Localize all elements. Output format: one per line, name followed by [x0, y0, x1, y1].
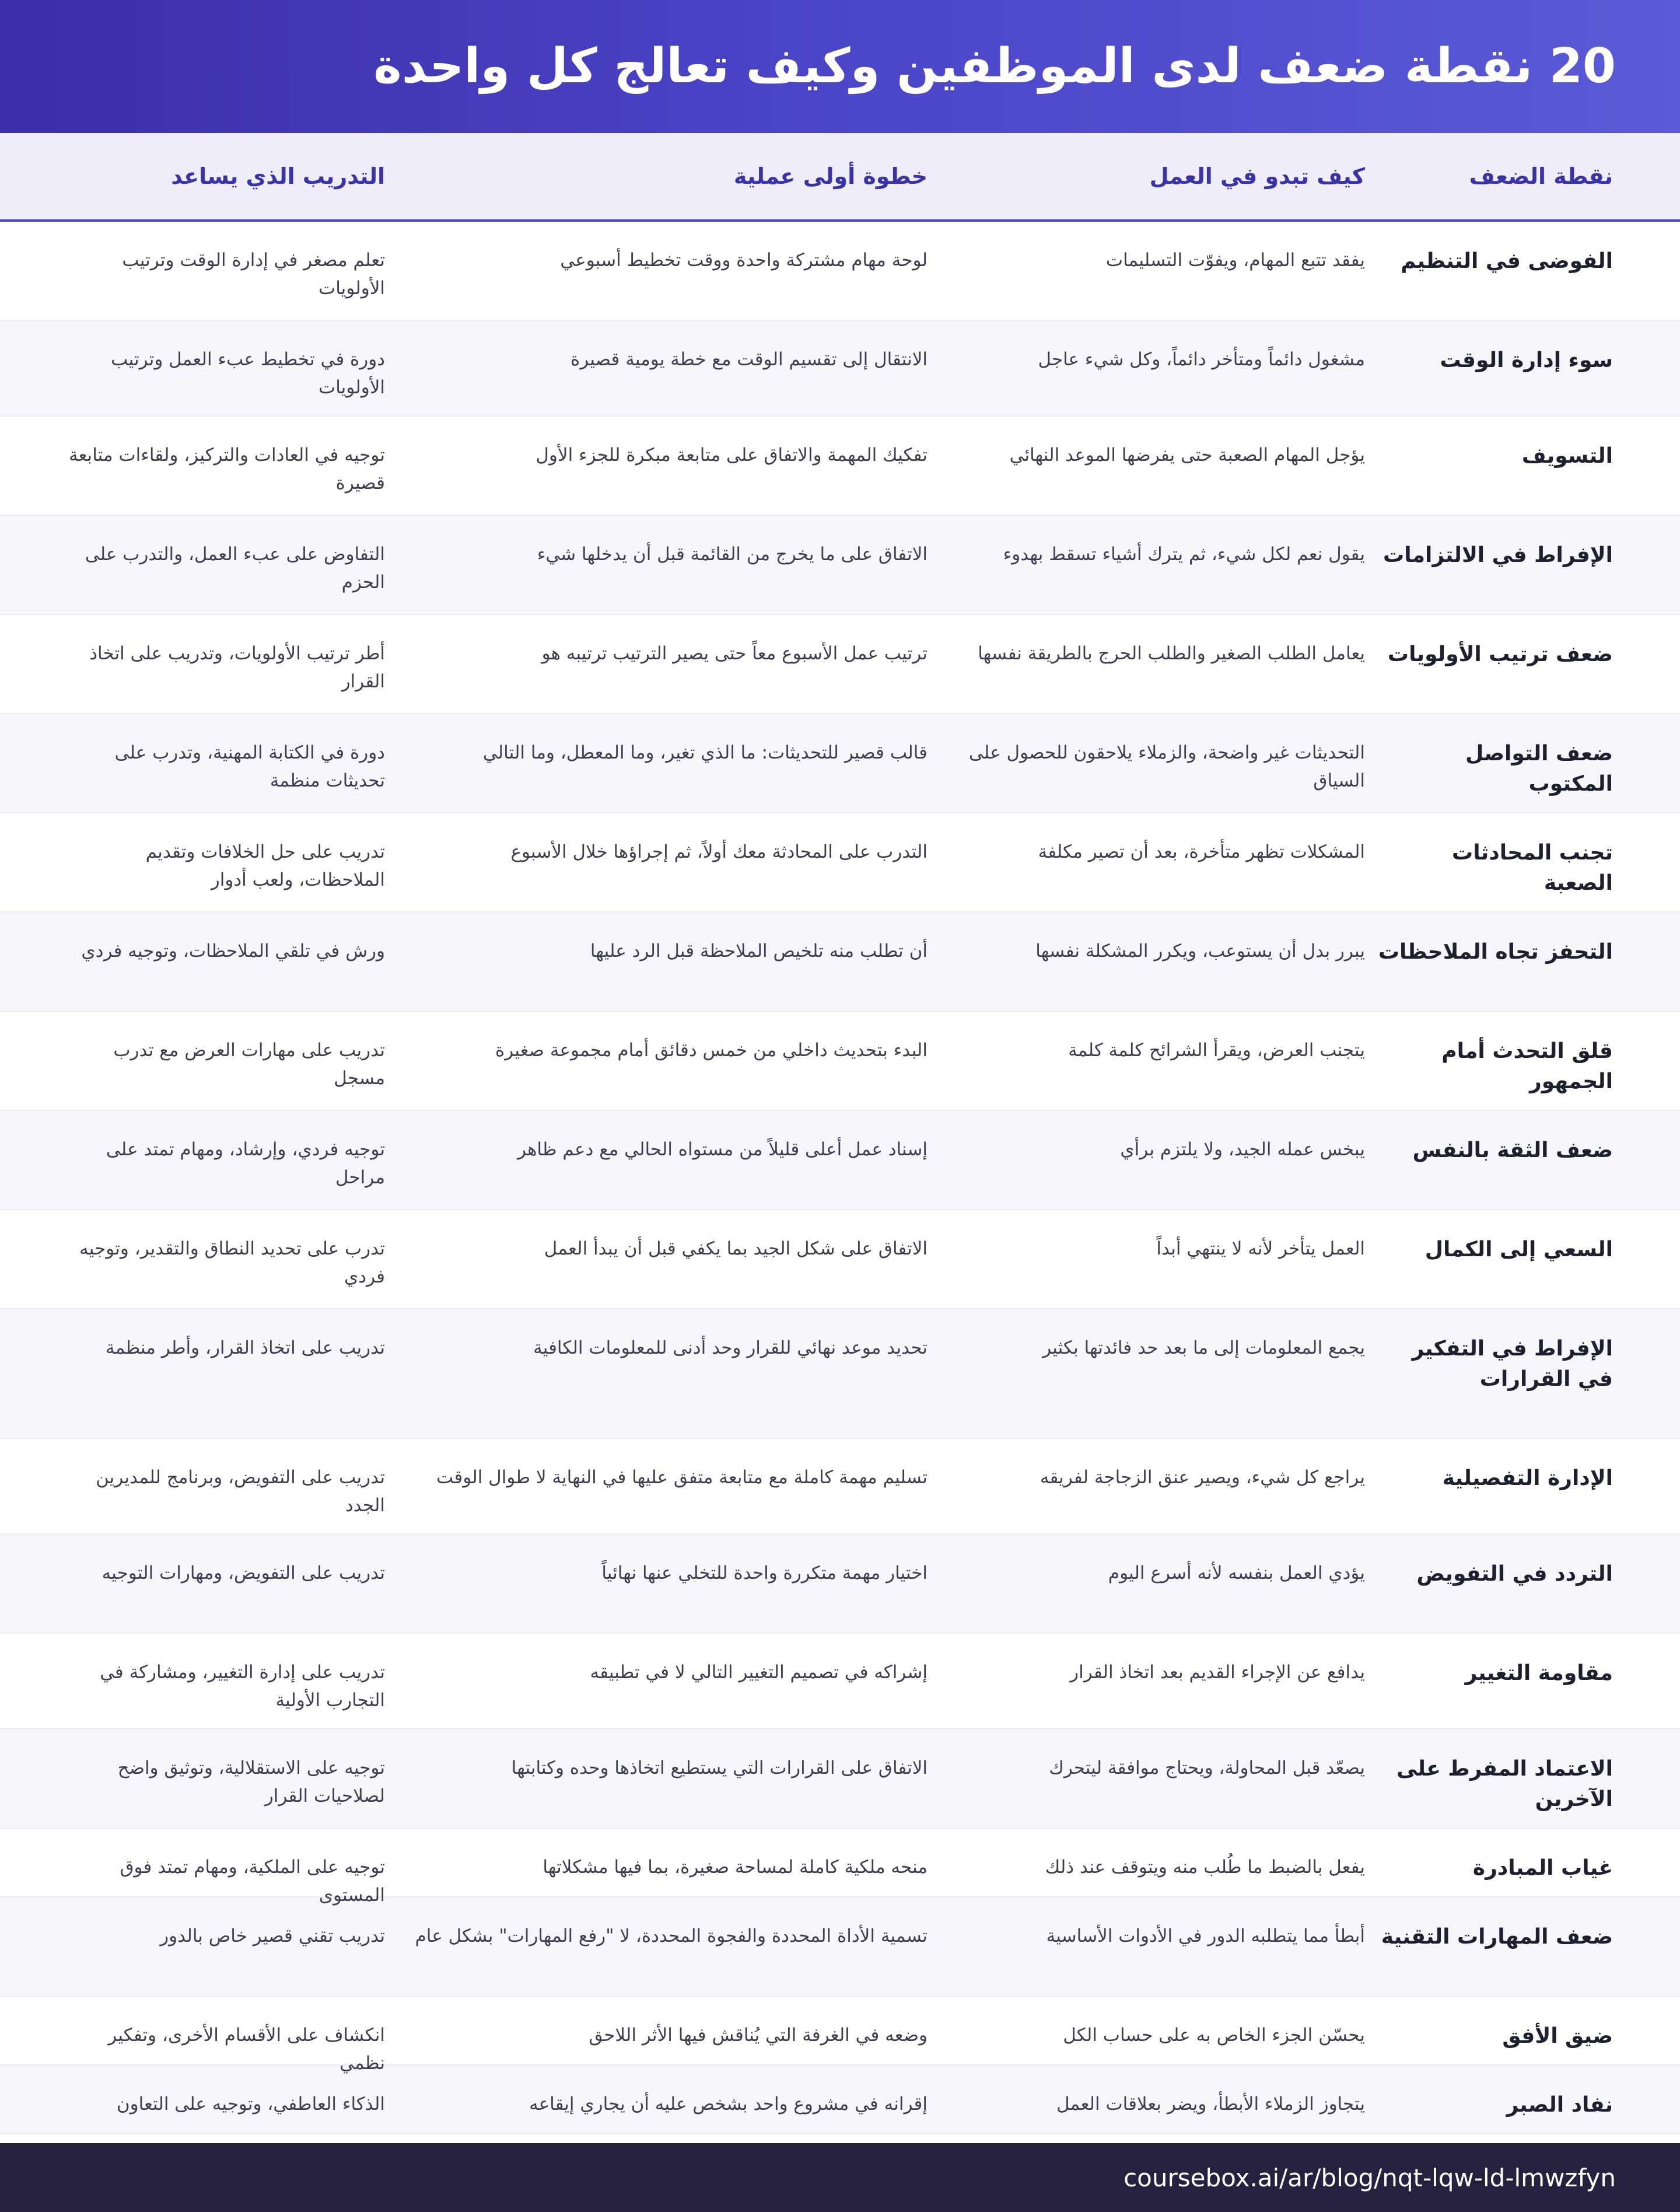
page-footer — [0, 2143, 1680, 2212]
row-training: تعلم مصغر في إدارة الوقت وترتيب الأولويات — [122, 250, 385, 299]
row-appearance: يؤدي العمل بنفسه لأنه أسرع اليوم — [1108, 1563, 1365, 1584]
row-appearance: يحسّن الجزء الخاص به على حساب الكل — [1063, 2025, 1365, 2046]
row-weakness: ضعف المهارات التقنية — [1381, 1925, 1613, 1949]
table-header — [0, 133, 1680, 222]
row-training: توجيه في العادات والتركيز، ولقاءات متابعة قصيرة — [68, 445, 385, 494]
row-appearance: يجمع المعلومات إلى ما بعد حد فائدتها بكثير — [1042, 1337, 1365, 1358]
table-row — [0, 1634, 1680, 1729]
table-row — [0, 1012, 1680, 1111]
row-first-step: الاتفاق على القرارات التي يستطيع اتخاذها وحده وكتابتها — [511, 1757, 928, 1778]
table-row — [0, 1439, 1680, 1535]
table-row — [0, 1829, 1680, 1906]
row-weakness: التسويف — [1521, 444, 1613, 468]
table-row — [0, 516, 1680, 615]
row-appearance: يتجاوز الزملاء الأبطأ، ويضر بعلاقات العمل — [1056, 2094, 1365, 2115]
column-header-weakness: نقطة الضعف — [1469, 163, 1613, 189]
row-first-step: قالب قصير للتحديثات: ما الذي تغير، وما المعطل، وما التالي — [482, 742, 928, 763]
row-weakness: السعي إلى الكمال — [1424, 1238, 1613, 1261]
row-training: تدريب على حل الخلافات وتقديم الملاحظات، ولعب أدوار — [145, 841, 385, 891]
page-title: 20 نقطة ضعف لدى الموظفين وكيف تعالج كل واحدة — [373, 38, 1616, 94]
row-first-step: لوحة مهام مشتركة واحدة ووقت تخطيط أسبوعي — [560, 250, 928, 271]
row-appearance: يعامل الطلب الصغير والطلب الحرج بالطريقة نفسها — [978, 643, 1365, 664]
row-training: تدريب على التفويض، ومهارات التوجيه — [102, 1563, 385, 1584]
table-row — [0, 813, 1680, 913]
row-appearance: يقول نعم لكل شيء، ثم يترك أشياء تسقط بهدوء — [1003, 544, 1365, 565]
table-row — [0, 222, 1680, 321]
row-weakness: نفاد الصبر — [1506, 2093, 1613, 2117]
row-training: الذكاء العاطفي، وتوجيه على التعاون — [116, 2094, 385, 2115]
table-row — [0, 1309, 1680, 1439]
row-first-step: تسليم مهمة كاملة مع متابعة متفق عليها في النهاية لا طوال الوقت — [436, 1467, 928, 1488]
column-header-first-step: خطوة أولى عملية — [734, 163, 928, 189]
table-row — [0, 1997, 1680, 2074]
table-row — [0, 417, 1680, 516]
row-appearance: العمل يتأخر لأنه لا ينتهي أبداً — [1156, 1238, 1365, 1259]
row-weakness: مقاومة التغيير — [1465, 1661, 1613, 1685]
row-training: توجيه على الملكية، ومهام تمتد فوق المستوى — [120, 1857, 385, 1906]
column-header-appearance: كيف تبدو في العمل — [1149, 163, 1365, 189]
row-appearance: يتجنب العرض، ويقرأ الشرائح كلمة كلمة — [1068, 1040, 1365, 1061]
row-training: دورة في تخطيط عبء العمل وترتيب الأولويات — [111, 349, 385, 399]
table-row — [0, 1898, 1680, 1997]
row-training: أطر ترتيب الأولويات، وتدريب على اتخاذ القرار — [89, 643, 385, 693]
table-row — [0, 321, 1680, 417]
row-weakness: الاعتماد المفرط على الآخرين — [1396, 1757, 1613, 1812]
row-weakness: ضعف التواصل المكتوب — [1465, 742, 1613, 796]
row-weakness: الإفراط في التفكير في القرارات — [1412, 1337, 1613, 1392]
table-body — [0, 222, 1680, 2134]
row-training: توجيه على الاستقلالية، وتوثيق واضح لصلاحيات القرار — [117, 1757, 385, 1807]
table-row — [0, 714, 1680, 813]
row-first-step: التدرب على المحادثة معك أولاً، ثم إجراؤها خلال الأسبوع — [510, 841, 928, 862]
row-weakness: سوء إدارة الوقت — [1440, 348, 1613, 372]
row-first-step: تسمية الأداة المحددة والفجوة المحددة، لا "رفع المهارات" بشكل عام — [415, 1926, 928, 1947]
row-appearance: يدافع عن الإجراء القديم بعد اتخاذ القرار — [1070, 1662, 1365, 1683]
row-weakness: تجنب المحادثات الصعبة — [1452, 841, 1613, 896]
row-weakness: غياب المبادرة — [1472, 1856, 1613, 1880]
row-appearance: يؤجل المهام الصعبة حتى يفرضها الموعد النهائي — [1009, 445, 1365, 466]
row-training: التفاوض على عبء العمل، والتدرب على الحزم — [85, 544, 385, 593]
row-weakness: التردد في التفويض — [1416, 1562, 1613, 1586]
row-appearance: مشغول دائماً ومتأخر دائماً، وكل شيء عاجل — [1038, 349, 1365, 370]
row-training: انكشاف على الأقسام الأخرى، وتفكير نظمي — [108, 2025, 385, 2074]
table-row — [0, 1210, 1680, 1309]
row-appearance: يراجع كل شيء، ويصير عنق الزجاجة لفريقه — [1040, 1467, 1365, 1488]
row-first-step: الاتفاق على ما يخرج من القائمة قبل أن يدخلها شيء — [537, 544, 928, 565]
row-weakness: ضعف الثقة بالنفس — [1412, 1138, 1613, 1162]
row-appearance: يفقد تتبع المهام، ويفوّت التسليمات — [1105, 250, 1365, 271]
row-first-step: أن تطلب منه تلخيص الملاحظة قبل الرد عليها — [590, 941, 928, 962]
page-header — [0, 0, 1680, 133]
row-weakness: قلق التحدث أمام الجمهور — [1441, 1039, 1613, 1094]
row-training: تدريب على مهارات العرض مع تدرب مسجل — [113, 1040, 385, 1089]
row-first-step: إقرانه في مشروع واحد بشخص عليه أن يجاري إيقاعه — [529, 2094, 928, 2115]
row-weakness: ضعف ترتيب الأولويات — [1387, 642, 1613, 666]
table-row — [0, 913, 1680, 1012]
row-weakness: الفوضى في التنظيم — [1401, 249, 1613, 273]
table-row — [0, 1111, 1680, 1210]
row-weakness: الإدارة التفصيلية — [1442, 1466, 1613, 1490]
row-first-step: وضعه في الغرفة التي يُناقش فيها الأثر اللاحق — [589, 2025, 928, 2046]
table-row — [0, 1535, 1680, 1634]
row-training: تدريب على اتخاذ القرار، وأطر منظمة — [105, 1337, 385, 1358]
row-appearance: يفعل بالضبط ما طُلب منه ويتوقف عند ذلك — [1045, 1857, 1365, 1878]
row-appearance: يبخس عمله الجيد، ولا يلتزم برأي — [1120, 1139, 1365, 1160]
row-training: دورة في الكتابة المهنية، وتدرب على تحديثات منظمة — [114, 742, 385, 792]
row-first-step: تفكيك المهمة والاتفاق على متابعة مبكرة للجزء الأول — [536, 445, 928, 466]
footer-url[interactable]: coursebox.ai/ar/blog/nqt-lqw-ld-lmwzfyn — [1124, 2163, 1616, 2192]
row-weakness: التحفز تجاه الملاحظات — [1378, 940, 1613, 964]
row-training: ورش في تلقي الملاحظات، وتوجيه فردي — [81, 941, 385, 962]
row-first-step: اختيار مهمة متكررة واحدة للتخلي عنها نهائياً — [601, 1563, 928, 1584]
row-first-step: الانتقال إلى تقسيم الوقت مع خطة يومية قصيرة — [570, 349, 928, 370]
row-first-step: ترتيب عمل الأسبوع معاً حتى يصير الترتيب ترتيبه هو — [541, 643, 928, 664]
row-training: تدرب على تحديد النطاق والتقدير، وتوجيه فردي — [79, 1238, 385, 1288]
row-weakness: الإفراط في الالتزامات — [1383, 543, 1613, 567]
row-first-step: الاتفاق على شكل الجيد بما يكفي قبل أن يبدأ العمل — [544, 1238, 928, 1259]
row-appearance: المشكلات تظهر متأخرة، بعد أن تصير مكلفة — [1038, 841, 1365, 862]
column-header-training: التدريب الذي يساعد — [171, 163, 385, 189]
row-first-step: تحديد موعد نهائي للقرار وحد أدنى للمعلومات الكافية — [533, 1337, 928, 1358]
row-appearance: يصعّد قبل المحاولة، ويحتاج موافقة ليتحرك — [1049, 1757, 1365, 1778]
row-appearance: التحديثات غير واضحة، والزملاء يلاحقون للحصول على السياق — [969, 742, 1365, 792]
row-training: توجيه فردي، وإرشاد، ومهام تمتد على مراحل — [106, 1139, 385, 1189]
row-training: تدريب على إدارة التغيير، ومشاركة في التجارب الأولية — [100, 1662, 385, 1711]
row-appearance: يبرر بدل أن يستوعب، ويكرر المشكلة نفسها — [1035, 941, 1365, 962]
row-first-step: البدء بتحديث داخلي من خمس دقائق أمام مجموعة صغيرة — [495, 1040, 928, 1061]
row-first-step: إشراكه في تصميم التغيير التالي لا في تطبيقه — [590, 1662, 928, 1683]
row-appearance: أبطأ مما يتطلبه الدور في الأدوات الأساسية — [1046, 1926, 1365, 1947]
table-row — [0, 1729, 1680, 1829]
row-first-step: منحه ملكية كاملة لمساحة صغيرة، بما فيها مشكلاتها — [542, 1857, 928, 1878]
table-row — [0, 615, 1680, 714]
row-weakness: ضيق الأفق — [1502, 2024, 1613, 2048]
row-first-step: إسناد عمل أعلى قليلاً من مستواه الحالي مع دعم ظاهر — [517, 1139, 928, 1160]
row-training: تدريب على التفويض، وبرنامج للمديرين الجدد — [96, 1467, 385, 1516]
row-training: تدريب تقني قصير خاص بالدور — [160, 1926, 385, 1947]
